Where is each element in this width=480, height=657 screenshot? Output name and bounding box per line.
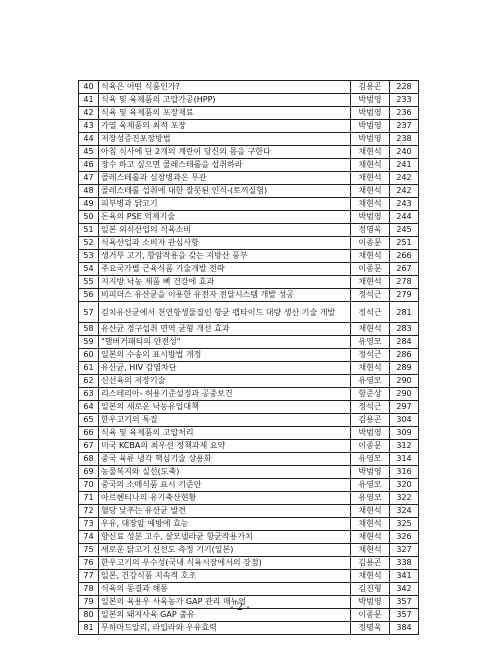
entry-page: 286	[390, 349, 419, 362]
entry-author: 유영모	[351, 453, 390, 466]
page-number: - 2 -	[230, 602, 250, 613]
entry-page: 290	[390, 375, 419, 388]
entry-number: 77	[79, 570, 99, 583]
entry-title: 일본, 건강식품 지속적 호조	[99, 570, 351, 583]
entry-page: 327	[390, 544, 419, 557]
entry-page: 244	[390, 211, 419, 224]
entry-page: 267	[390, 263, 419, 276]
entry-page: 290	[390, 388, 419, 401]
entry-title: 농물복지와 실선(도축)	[99, 466, 351, 479]
table-row	[79, 401, 419, 414]
entry-number: 70	[79, 479, 99, 492]
table-row	[79, 198, 419, 211]
entry-title: 혈당 낮추는 유산균 발견	[99, 505, 351, 518]
entry-title: 식육의 동결과 해동	[99, 583, 351, 596]
entry-number: 48	[79, 185, 99, 198]
entry-number: 56	[79, 289, 99, 302]
entry-author: 채현석	[351, 362, 390, 375]
entry-title: 콜레스테롤과 심장병과은 무관	[99, 172, 351, 185]
table-row	[79, 583, 419, 596]
entry-author: 채현석	[351, 531, 390, 544]
table-row	[79, 440, 419, 453]
entry-page: 233	[390, 94, 419, 107]
entry-page: 314	[390, 453, 419, 466]
table-row	[79, 323, 419, 336]
entry-number: 55	[79, 276, 99, 289]
table-row	[79, 250, 419, 263]
table-row	[79, 570, 419, 583]
entry-number: 45	[79, 146, 99, 159]
entry-author: 정명욱	[351, 622, 390, 635]
entry-title: 피부병과 닭고기	[99, 198, 351, 211]
entry-number: 63	[79, 388, 99, 401]
entry-page: 309	[390, 427, 419, 440]
entry-page: 283	[390, 323, 419, 336]
entry-number: 50	[79, 211, 99, 224]
table-row	[79, 81, 419, 94]
entry-number: 69	[79, 466, 99, 479]
table-row	[79, 388, 419, 401]
entry-title: 식육 및 육제품의 고압가공(HPP)	[99, 94, 351, 107]
table-row	[79, 375, 419, 388]
entry-title: 콜레스테롤 섭취에 대한 잘못된 인식-(토끼실험)	[99, 185, 351, 198]
entry-title: 미국 KCBA의 최우선 정책과제 요약	[99, 440, 351, 453]
entry-page: 357	[390, 609, 419, 622]
entry-number: 49	[79, 198, 99, 211]
entry-number: 54	[79, 263, 99, 276]
entry-number: 52	[79, 237, 99, 250]
entry-title: 향신료 성분 고수, 살모넬라균 항균작용가치	[99, 531, 351, 544]
entry-page: 242	[390, 185, 419, 198]
entry-number: 72	[79, 505, 99, 518]
entry-title: 식육산업과 소비자 관심사항	[99, 237, 351, 250]
entry-author: 김용곤	[351, 414, 390, 427]
table-row	[79, 362, 419, 375]
table-of-contents	[78, 80, 412, 635]
entry-page: 322	[390, 492, 419, 505]
entry-number: 67	[79, 440, 99, 453]
table-row	[79, 159, 419, 172]
table-row	[79, 466, 419, 479]
entry-page: 316	[390, 466, 419, 479]
table-row	[79, 518, 419, 531]
entry-page: 279	[390, 289, 419, 302]
table-row	[79, 263, 419, 276]
entry-number: 65	[79, 414, 99, 427]
entry-title: 우유, 대장암 예방에 효능	[99, 518, 351, 531]
entry-author: 채현석	[351, 172, 390, 185]
entry-number: 81	[79, 622, 99, 635]
entry-title: 새로운 닭고기 신선도 측정 기기(일본)	[99, 544, 351, 557]
entry-author: 유영모	[351, 479, 390, 492]
entry-author: 박범영	[351, 120, 390, 133]
entry-author: 채현석	[351, 159, 390, 172]
entry-title: "햄버거패티의 안전성"	[99, 336, 351, 349]
entry-author: 함준상	[351, 388, 390, 401]
entry-number: 75	[79, 544, 99, 557]
entry-title: 일본 외식산업의 식육소비	[99, 224, 351, 237]
table-row	[79, 94, 419, 107]
table-row	[79, 276, 419, 289]
entry-number: 64	[79, 401, 99, 414]
entry-title: 식육 및 육제품의 포장재료	[99, 107, 351, 120]
entry-title: 김치유산균에서 천연항생물질인 항균 펩타이드 대량 생산 기술 개발	[99, 302, 351, 323]
entry-author: 박범영	[351, 133, 390, 146]
entry-title: 유산균 경구섭취 면역 균형 개선 효과	[99, 323, 351, 336]
entry-number: 71	[79, 492, 99, 505]
entry-author: 박범영	[351, 211, 390, 224]
entry-number: 51	[79, 224, 99, 237]
entry-number: 79	[79, 596, 99, 609]
entry-title: 저장성증진포장방법	[99, 133, 351, 146]
table-row	[79, 211, 419, 224]
table-row	[79, 622, 419, 635]
entry-title: 아르헨티나의 유기축산현황	[99, 492, 351, 505]
entry-author: 유영모	[351, 492, 390, 505]
entry-page: 304	[390, 414, 419, 427]
entry-page: 245	[390, 224, 419, 237]
entry-author: 이종문	[351, 440, 390, 453]
entry-number: 78	[79, 583, 99, 596]
entry-page: 312	[390, 440, 419, 453]
entry-number: 66	[79, 427, 99, 440]
entry-title: 지지방 낙농 제품 뼈 건강에 효과	[99, 276, 351, 289]
entry-number: 43	[79, 120, 99, 133]
entry-title: 장수 하고 싶으면 콜레스테롤을 섭취하라	[99, 159, 351, 172]
entry-page: 242	[390, 172, 419, 185]
entry-page: 243	[390, 198, 419, 211]
entry-page: 238	[390, 133, 419, 146]
entry-title: 주요국가별 근육식품 기술개발 전략	[99, 263, 351, 276]
entry-page: 324	[390, 505, 419, 518]
entry-page: 320	[390, 479, 419, 492]
table-row	[79, 107, 419, 120]
table-row	[79, 237, 419, 250]
entry-author: 김용곤	[351, 81, 390, 94]
entry-title: 리스테리아- 허용기준설정과 공중보건	[99, 388, 351, 401]
entry-number: 40	[79, 81, 99, 94]
entry-number: 41	[79, 94, 99, 107]
entry-title: 신선육의 저장기술	[99, 375, 351, 388]
entry-title: 아침 식사에 단 2개의 계란이 당신의 몸을 구한다	[99, 146, 351, 159]
entry-page: 297	[390, 401, 419, 414]
entry-number: 53	[79, 250, 99, 263]
entry-author: 정석근	[351, 289, 390, 302]
entry-number: 57	[79, 302, 99, 323]
table-row	[79, 224, 419, 237]
entry-number: 59	[79, 336, 99, 349]
entry-author: 채현석	[351, 146, 390, 159]
entry-author: 김진형	[351, 583, 390, 596]
entry-author: 박범영	[351, 466, 390, 479]
entry-title: 가열 육제품의 최적 포장	[99, 120, 351, 133]
entry-author: 박범영	[351, 94, 390, 107]
entry-title: 돈육의 PSE 억제기술	[99, 211, 351, 224]
entry-page: 281	[390, 302, 419, 323]
table-row	[79, 185, 419, 198]
entry-title: 일본의 수송의 표시방법 개정	[99, 349, 351, 362]
entry-number: 62	[79, 375, 99, 388]
entry-author: 채현석	[351, 276, 390, 289]
table-row	[79, 302, 419, 323]
table-row	[79, 172, 419, 185]
entry-author: 채현석	[351, 544, 390, 557]
entry-page: 326	[390, 531, 419, 544]
entry-title: 일본의 육용우 사육농가 GAP 관리 매뉴얼	[99, 596, 351, 609]
entry-title: 비피더스 유산균을 이용한 유전자 전달시스템 개발 성공	[99, 289, 351, 302]
entry-author: 채현석	[351, 250, 390, 263]
entry-page: 325	[390, 518, 419, 531]
entry-author: 정석근	[351, 401, 390, 414]
entry-number: 76	[79, 557, 99, 570]
entry-number: 80	[79, 609, 99, 622]
entry-author: 채현석	[351, 518, 390, 531]
entry-title: 무하마드알리, 라입라와 우유효력	[99, 622, 351, 635]
entry-author: 정석근	[351, 349, 390, 362]
entry-title: 생거부 고기, 항암작용을 갖는 지방산 풍부	[99, 250, 351, 263]
entry-author: 박범영	[351, 596, 390, 609]
entry-author: 정명욱	[351, 224, 390, 237]
entry-page: 357	[390, 596, 419, 609]
entry-page: 384	[390, 622, 419, 635]
table-row	[79, 133, 419, 146]
table-row	[79, 289, 419, 302]
entry-author: 채현석	[351, 570, 390, 583]
table-row	[79, 531, 419, 544]
entry-author: 이종문	[351, 263, 390, 276]
entry-page: 251	[390, 237, 419, 250]
table-row	[79, 453, 419, 466]
table-row	[79, 336, 419, 349]
entry-number: 68	[79, 453, 99, 466]
entry-title: 일본의 돼지사육 GAP 출유	[99, 609, 351, 622]
entry-title: 식육은 어떤 식품인가?	[99, 81, 351, 94]
entry-author: 유영모	[351, 375, 390, 388]
entry-title: 식육 및 육제품의 고압처리	[99, 427, 351, 440]
entry-title: 한우고기의 우수성(국내 식육시장에서의 강점)	[99, 557, 351, 570]
entry-page: 284	[390, 336, 419, 349]
entry-page: 342	[390, 583, 419, 596]
entry-page: 236	[390, 107, 419, 120]
table-row	[79, 349, 419, 362]
entry-page: 266	[390, 250, 419, 263]
entry-page: 289	[390, 362, 419, 375]
entry-author: 이종문	[351, 237, 390, 250]
entry-number: 46	[79, 159, 99, 172]
entry-number: 58	[79, 323, 99, 336]
table-row	[79, 544, 419, 557]
entry-page: 341	[390, 570, 419, 583]
contents-table	[78, 80, 419, 635]
table-row	[79, 120, 419, 133]
entry-number: 74	[79, 531, 99, 544]
table-row	[79, 427, 419, 440]
entry-title: 유산균, HIV 감염차단	[99, 362, 351, 375]
entry-number: 47	[79, 172, 99, 185]
entry-title: 일본의 새로운 낙농유업대책	[99, 401, 351, 414]
entry-title: 중국 육류 냉각 핵심기술 상용화	[99, 453, 351, 466]
table-row	[79, 557, 419, 570]
table-row	[79, 492, 419, 505]
entry-author: 박범영	[351, 107, 390, 120]
entry-author: 채현석	[351, 323, 390, 336]
entry-page: 338	[390, 557, 419, 570]
entry-page: 237	[390, 120, 419, 133]
contents-table-body	[79, 81, 419, 635]
entry-author: 유영모	[351, 336, 390, 349]
entry-title: 한우고기의 특질	[99, 414, 351, 427]
entry-title: 중국의 소매식품 표시 기준안	[99, 479, 351, 492]
entry-author: 박범영	[351, 427, 390, 440]
entry-author: 채현석	[351, 185, 390, 198]
table-row	[79, 146, 419, 159]
table-row	[79, 479, 419, 492]
entry-number: 61	[79, 362, 99, 375]
entry-page: 228	[390, 81, 419, 94]
entry-author: 정석근	[351, 302, 390, 323]
entry-author: 김용곤	[351, 557, 390, 570]
entry-author: 채현석	[351, 505, 390, 518]
entry-number: 42	[79, 107, 99, 120]
entry-number: 44	[79, 133, 99, 146]
entry-page: 240	[390, 146, 419, 159]
entry-author: 채현석	[351, 198, 390, 211]
entry-page: 278	[390, 276, 419, 289]
entry-page: 241	[390, 159, 419, 172]
table-row	[79, 505, 419, 518]
entry-number: 60	[79, 349, 99, 362]
table-row	[79, 414, 419, 427]
entry-number: 73	[79, 518, 99, 531]
entry-author: 이종문	[351, 609, 390, 622]
